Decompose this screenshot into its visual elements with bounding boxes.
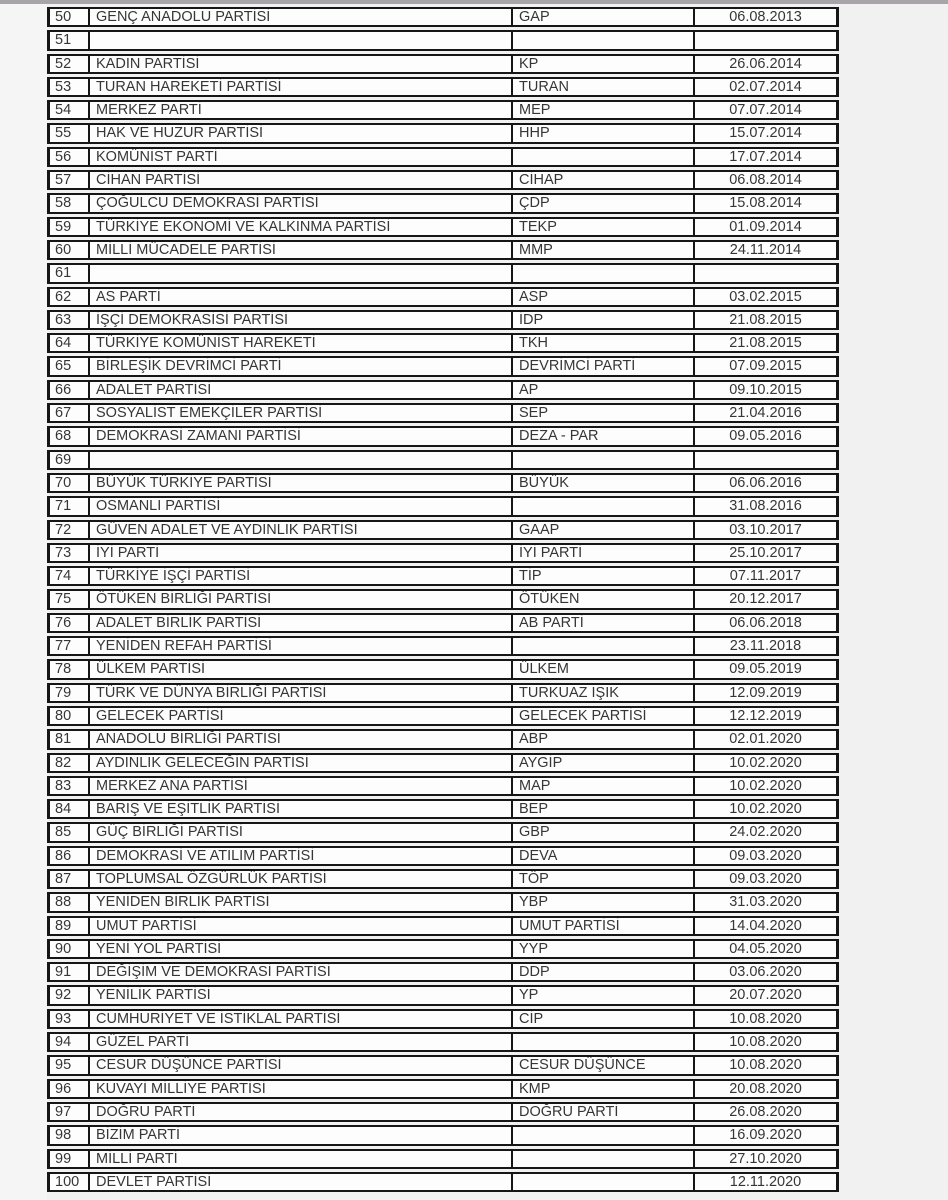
party-abbreviation-cell: AYGİP: [513, 753, 695, 773]
party-name-cell: ÜLKEM PARTİSİ: [90, 659, 513, 679]
party-abbreviation-cell: CİHAP: [513, 170, 695, 190]
table-row: [47, 1032, 839, 1052]
party-abbreviation-cell: [513, 450, 695, 470]
table-row: [47, 403, 839, 423]
table-row: [47, 287, 839, 307]
row-number-cell: 61: [47, 263, 90, 283]
party-name-cell: GÜÇ BİRLİĞİ PARTİSİ: [90, 822, 513, 842]
party-name-cell: ÇOĞULCU DEMOKRASİ PARTİSİ: [90, 193, 513, 213]
party-abbreviation-cell: [513, 1172, 695, 1192]
party-name-cell: BÜYÜK TÜRKİYE PARTİSİ: [90, 473, 513, 493]
page-left-margin: [0, 4, 47, 1200]
table-row: [47, 1055, 839, 1075]
party-name-cell: HAK VE HUZUR PARTİSİ: [90, 123, 513, 143]
table-row: [47, 799, 839, 819]
party-abbreviation-cell: BEP: [513, 799, 695, 819]
party-name-cell: GÜZEL PARTİ: [90, 1032, 513, 1052]
party-date-cell: 09.05.2019: [695, 659, 839, 679]
row-number-cell: 55: [47, 123, 90, 143]
table-row: [47, 333, 839, 353]
row-number-cell: 94: [47, 1032, 90, 1052]
party-date-cell: 20.07.2020: [695, 985, 839, 1005]
party-date-cell: 03.06.2020: [695, 962, 839, 982]
row-number-cell: 82: [47, 753, 90, 773]
party-date-cell: 15.07.2014: [695, 123, 839, 143]
row-number-cell: 56: [47, 147, 90, 167]
party-name-cell: KUVAYİ MİLLİYE PARTİSİ: [90, 1079, 513, 1099]
table-row: [47, 1009, 839, 1029]
party-name-cell: BİRLEŞİK DEVRİMCİ PARTİ: [90, 356, 513, 376]
row-number-cell: 87: [47, 869, 90, 889]
row-number-cell: 60: [47, 240, 90, 260]
table-row: [47, 543, 839, 563]
party-name-cell: KADIN PARTİSİ: [90, 54, 513, 74]
party-name-cell: ADALET PARTİSİ: [90, 380, 513, 400]
row-number-cell: 77: [47, 636, 90, 656]
table-row: [47, 100, 839, 120]
party-date-cell: 10.02.2020: [695, 799, 839, 819]
row-number-cell: 54: [47, 100, 90, 120]
table-row: [47, 753, 839, 773]
party-abbreviation-cell: [513, 1149, 695, 1169]
party-abbreviation-cell: TEKP: [513, 217, 695, 237]
party-name-cell: TÜRKİYE EKONOMİ VE KALKINMA PARTİSİ: [90, 217, 513, 237]
row-number-cell: 93: [47, 1009, 90, 1029]
party-name-cell: TÜRK VE DÜNYA BİRLİĞİ PARTİSİ: [90, 683, 513, 703]
row-number-cell: 57: [47, 170, 90, 190]
party-date-cell: 07.11.2017: [695, 566, 839, 586]
party-abbreviation-cell: TKH: [513, 333, 695, 353]
row-number-cell: 80: [47, 706, 90, 726]
party-date-cell: 06.06.2016: [695, 473, 839, 493]
party-date-cell: 09.03.2020: [695, 869, 839, 889]
row-number-cell: 67: [47, 403, 90, 423]
row-number-cell: 75: [47, 589, 90, 609]
party-date-cell: 10.08.2020: [695, 1055, 839, 1075]
table-row: [47, 30, 839, 50]
party-name-cell: DEVLET PARTİSİ: [90, 1172, 513, 1192]
party-abbreviation-cell: MAP: [513, 776, 695, 796]
party-date-cell: 20.08.2020: [695, 1079, 839, 1099]
party-date-cell: 20.12.2017: [695, 589, 839, 609]
party-abbreviation-cell: AP: [513, 380, 695, 400]
party-name-cell: [90, 263, 513, 283]
table-row: [47, 77, 839, 97]
row-number-cell: 73: [47, 543, 90, 563]
party-date-cell: 10.08.2020: [695, 1032, 839, 1052]
row-number-cell: 62: [47, 287, 90, 307]
table-row: [47, 496, 839, 516]
table-row: [47, 729, 839, 749]
party-abbreviation-cell: [513, 1032, 695, 1052]
party-name-cell: DEĞİŞİM VE DEMOKRASİ PARTİSİ: [90, 962, 513, 982]
party-abbreviation-cell: GELECEK PARTİSİ: [513, 706, 695, 726]
row-number-cell: 99: [47, 1149, 90, 1169]
party-date-cell: 07.07.2014: [695, 100, 839, 120]
table-row: [47, 659, 839, 679]
party-abbreviation-cell: İDP: [513, 310, 695, 330]
party-date-cell: 09.03.2020: [695, 846, 839, 866]
row-number-cell: 58: [47, 193, 90, 213]
party-abbreviation-cell: TİP: [513, 566, 695, 586]
party-abbreviation-cell: CİP: [513, 1009, 695, 1029]
party-name-cell: MERKEZ ANA PARTİSİ: [90, 776, 513, 796]
row-number-cell: 96: [47, 1079, 90, 1099]
party-date-cell: [695, 263, 839, 283]
table-row: [47, 962, 839, 982]
party-name-cell: ADALET BİRLİK PARTİSİ: [90, 613, 513, 633]
party-name-cell: UMUT PARTİSİ: [90, 916, 513, 936]
row-number-cell: 74: [47, 566, 90, 586]
party-date-cell: 02.07.2014: [695, 77, 839, 97]
row-number-cell: 76: [47, 613, 90, 633]
party-name-cell: KOMÜNİST PARTİ: [90, 147, 513, 167]
table-row: [47, 473, 839, 493]
party-abbreviation-cell: ASP: [513, 287, 695, 307]
row-number-cell: 92: [47, 985, 90, 1005]
party-name-cell: DOĞRU PARTİ: [90, 1102, 513, 1122]
table-row: [47, 1149, 839, 1169]
party-abbreviation-cell: SEP: [513, 403, 695, 423]
party-date-cell: 31.08.2016: [695, 496, 839, 516]
party-abbreviation-cell: UMUT PARTİSİ: [513, 916, 695, 936]
party-name-cell: GÜVEN ADALET VE AYDINLIK PARTİSİ: [90, 520, 513, 540]
party-date-cell: 06.08.2013: [695, 7, 839, 27]
party-date-cell: 03.10.2017: [695, 520, 839, 540]
row-number-cell: 83: [47, 776, 90, 796]
party-name-cell: AS PARTİ: [90, 287, 513, 307]
table-row: [47, 822, 839, 842]
table-row: [47, 7, 839, 27]
table-row: [47, 240, 839, 260]
party-name-cell: [90, 450, 513, 470]
party-abbreviation-cell: KMP: [513, 1079, 695, 1099]
party-name-cell: CİHAN PARTİSİ: [90, 170, 513, 190]
table-row: [47, 123, 839, 143]
party-list-table-container: [47, 4, 839, 1195]
party-abbreviation-cell: [513, 147, 695, 167]
table-row: [47, 683, 839, 703]
party-abbreviation-cell: DOĞRU PARTİ: [513, 1102, 695, 1122]
row-number-cell: 97: [47, 1102, 90, 1122]
row-number-cell: 51: [47, 30, 90, 50]
party-abbreviation-cell: ÖTÜKEN: [513, 589, 695, 609]
row-number-cell: 59: [47, 217, 90, 237]
party-date-cell: 21.04.2016: [695, 403, 839, 423]
party-name-cell: GENÇ ANADOLU PARTİSİ: [90, 7, 513, 27]
table-row: [47, 589, 839, 609]
party-abbreviation-cell: GBP: [513, 822, 695, 842]
table-row: [47, 147, 839, 167]
row-number-cell: 98: [47, 1125, 90, 1145]
table-row: [47, 1079, 839, 1099]
party-name-cell: CESUR DÜŞÜNCE PARTİSİ: [90, 1055, 513, 1075]
party-date-cell: 12.09.2019: [695, 683, 839, 703]
party-abbreviation-cell: [513, 30, 695, 50]
party-date-cell: 10.08.2020: [695, 1009, 839, 1029]
party-name-cell: YENİLİK PARTİSİ: [90, 985, 513, 1005]
row-number-cell: 100: [47, 1172, 90, 1192]
party-name-cell: GELECEK PARTİSİ: [90, 706, 513, 726]
party-date-cell: 25.10.2017: [695, 543, 839, 563]
party-abbreviation-cell: DEZA - PAR: [513, 426, 695, 446]
row-number-cell: 69: [47, 450, 90, 470]
table-row: [47, 892, 839, 912]
party-date-cell: 12.11.2020: [695, 1172, 839, 1192]
table-row: [47, 380, 839, 400]
party-abbreviation-cell: [513, 1125, 695, 1145]
party-name-cell: OSMANLI PARTİSİ: [90, 496, 513, 516]
party-date-cell: 07.09.2015: [695, 356, 839, 376]
party-date-cell: 24.02.2020: [695, 822, 839, 842]
party-table-body: [47, 7, 839, 1192]
party-date-cell: 31.03.2020: [695, 892, 839, 912]
row-number-cell: 63: [47, 310, 90, 330]
party-name-cell: YENİDEN REFAH PARTİSİ: [90, 636, 513, 656]
party-abbreviation-cell: MEP: [513, 100, 695, 120]
party-abbreviation-cell: AB PARTİ: [513, 613, 695, 633]
table-row: [47, 1172, 839, 1192]
party-abbreviation-cell: YP: [513, 985, 695, 1005]
party-date-cell: 16.09.2020: [695, 1125, 839, 1145]
party-abbreviation-cell: DEVRİMCİ PARTİ: [513, 356, 695, 376]
table-row: [47, 310, 839, 330]
party-date-cell: 26.08.2020: [695, 1102, 839, 1122]
table-row: [47, 613, 839, 633]
party-name-cell: DEMOKRASİ ZAMANI PARTİSİ: [90, 426, 513, 446]
table-row: [47, 869, 839, 889]
table-row: [47, 706, 839, 726]
table-row: [47, 426, 839, 446]
party-date-cell: 01.09.2014: [695, 217, 839, 237]
party-date-cell: 24.11.2014: [695, 240, 839, 260]
party-date-cell: 14.04.2020: [695, 916, 839, 936]
row-number-cell: 53: [47, 77, 90, 97]
party-abbreviation-cell: BÜYÜK: [513, 473, 695, 493]
row-number-cell: 68: [47, 426, 90, 446]
party-abbreviation-cell: YYP: [513, 939, 695, 959]
party-date-cell: 10.02.2020: [695, 776, 839, 796]
table-row: [47, 356, 839, 376]
party-abbreviation-cell: TURAN: [513, 77, 695, 97]
party-date-cell: 17.07.2014: [695, 147, 839, 167]
table-row: [47, 1102, 839, 1122]
party-name-cell: ÖTÜKEN BİRLİĞİ PARTİSİ: [90, 589, 513, 609]
party-abbreviation-cell: ABP: [513, 729, 695, 749]
party-name-cell: BİZİM PARTİ: [90, 1125, 513, 1145]
party-name-cell: YENİDEN BİRLİK PARTİSİ: [90, 892, 513, 912]
party-abbreviation-cell: YBP: [513, 892, 695, 912]
row-number-cell: 78: [47, 659, 90, 679]
row-number-cell: 50: [47, 7, 90, 27]
table-row: [47, 566, 839, 586]
party-abbreviation-cell: DEVA: [513, 846, 695, 866]
party-date-cell: 23.11.2018: [695, 636, 839, 656]
row-number-cell: 64: [47, 333, 90, 353]
party-date-cell: 09.05.2016: [695, 426, 839, 446]
party-name-cell: YENİ YOL PARTİSİ: [90, 939, 513, 959]
party-name-cell: TÜRKİYE KOMÜNİST HAREKETİ: [90, 333, 513, 353]
table-row: [47, 846, 839, 866]
party-name-cell: MİLLİ PARTİ: [90, 1149, 513, 1169]
party-name-cell: CUMHURİYET VE İSTİKLAL PARTİSİ: [90, 1009, 513, 1029]
party-abbreviation-cell: DDP: [513, 962, 695, 982]
row-number-cell: 88: [47, 892, 90, 912]
party-abbreviation-cell: GAP: [513, 7, 695, 27]
table-row: [47, 939, 839, 959]
table-row: [47, 520, 839, 540]
table-row: [47, 450, 839, 470]
party-abbreviation-cell: MMP: [513, 240, 695, 260]
table-row: [47, 170, 839, 190]
party-date-cell: 06.06.2018: [695, 613, 839, 633]
party-date-cell: 21.08.2015: [695, 310, 839, 330]
party-abbreviation-cell: TÖP: [513, 869, 695, 889]
party-name-cell: BARIŞ VE EŞİTLİK PARTİSİ: [90, 799, 513, 819]
party-name-cell: TÜRKİYE İŞÇİ PARTİSİ: [90, 566, 513, 586]
party-name-cell: ANADOLU BİRLİĞİ PARTİSİ: [90, 729, 513, 749]
party-date-cell: 04.05.2020: [695, 939, 839, 959]
party-list-table: [47, 4, 839, 1195]
table-row: [47, 217, 839, 237]
party-date-cell: 26.06.2014: [695, 54, 839, 74]
row-number-cell: 66: [47, 380, 90, 400]
party-abbreviation-cell: GAAP: [513, 520, 695, 540]
party-abbreviation-cell: ÜLKEM: [513, 659, 695, 679]
party-abbreviation-cell: HHP: [513, 123, 695, 143]
row-number-cell: 86: [47, 846, 90, 866]
row-number-cell: 95: [47, 1055, 90, 1075]
row-number-cell: 65: [47, 356, 90, 376]
table-row: [47, 1125, 839, 1145]
row-number-cell: 85: [47, 822, 90, 842]
row-number-cell: 72: [47, 520, 90, 540]
row-number-cell: 89: [47, 916, 90, 936]
party-name-cell: MERKEZ PARTİ: [90, 100, 513, 120]
party-date-cell: 10.02.2020: [695, 753, 839, 773]
party-abbreviation-cell: [513, 496, 695, 516]
table-row: [47, 985, 839, 1005]
row-number-cell: 90: [47, 939, 90, 959]
row-number-cell: 52: [47, 54, 90, 74]
row-number-cell: 70: [47, 473, 90, 493]
party-date-cell: 12.12.2019: [695, 706, 839, 726]
party-abbreviation-cell: TURKUAZ IŞIK: [513, 683, 695, 703]
party-name-cell: TURAN HAREKETİ PARTİSİ: [90, 77, 513, 97]
row-number-cell: 81: [47, 729, 90, 749]
party-abbreviation-cell: [513, 263, 695, 283]
table-row: [47, 776, 839, 796]
party-name-cell: [90, 30, 513, 50]
party-abbreviation-cell: ÇDP: [513, 193, 695, 213]
table-row: [47, 193, 839, 213]
party-abbreviation-cell: CESUR DÜŞÜNCE: [513, 1055, 695, 1075]
table-row: [47, 263, 839, 283]
party-date-cell: [695, 450, 839, 470]
party-date-cell: 15.08.2014: [695, 193, 839, 213]
row-number-cell: 71: [47, 496, 90, 516]
row-number-cell: 84: [47, 799, 90, 819]
party-abbreviation-cell: KP: [513, 54, 695, 74]
party-name-cell: İŞÇİ DEMOKRASİSİ PARTİSİ: [90, 310, 513, 330]
party-date-cell: 03.02.2015: [695, 287, 839, 307]
table-row: [47, 54, 839, 74]
party-name-cell: DEMOKRASİ VE ATILIM PARTİSİ: [90, 846, 513, 866]
party-abbreviation-cell: İYİ PARTİ: [513, 543, 695, 563]
party-date-cell: 27.10.2020: [695, 1149, 839, 1169]
party-abbreviation-cell: [513, 636, 695, 656]
table-row: [47, 636, 839, 656]
party-name-cell: MİLLİ MÜCADELE PARTİSİ: [90, 240, 513, 260]
row-number-cell: 91: [47, 962, 90, 982]
party-date-cell: 09.10.2015: [695, 380, 839, 400]
party-date-cell: 06.08.2014: [695, 170, 839, 190]
row-number-cell: 79: [47, 683, 90, 703]
party-date-cell: 21.08.2015: [695, 333, 839, 353]
party-name-cell: İYİ PARTİ: [90, 543, 513, 563]
party-date-cell: [695, 30, 839, 50]
party-name-cell: AYDINLIK GELECEĞİN PARTİSİ: [90, 753, 513, 773]
table-row: [47, 916, 839, 936]
party-name-cell: TOPLUMSAL ÖZGÜRLÜK PARTİSİ: [90, 869, 513, 889]
party-name-cell: SOSYALİST EMEKÇİLER PARTİSİ: [90, 403, 513, 423]
party-date-cell: 02.01.2020: [695, 729, 839, 749]
